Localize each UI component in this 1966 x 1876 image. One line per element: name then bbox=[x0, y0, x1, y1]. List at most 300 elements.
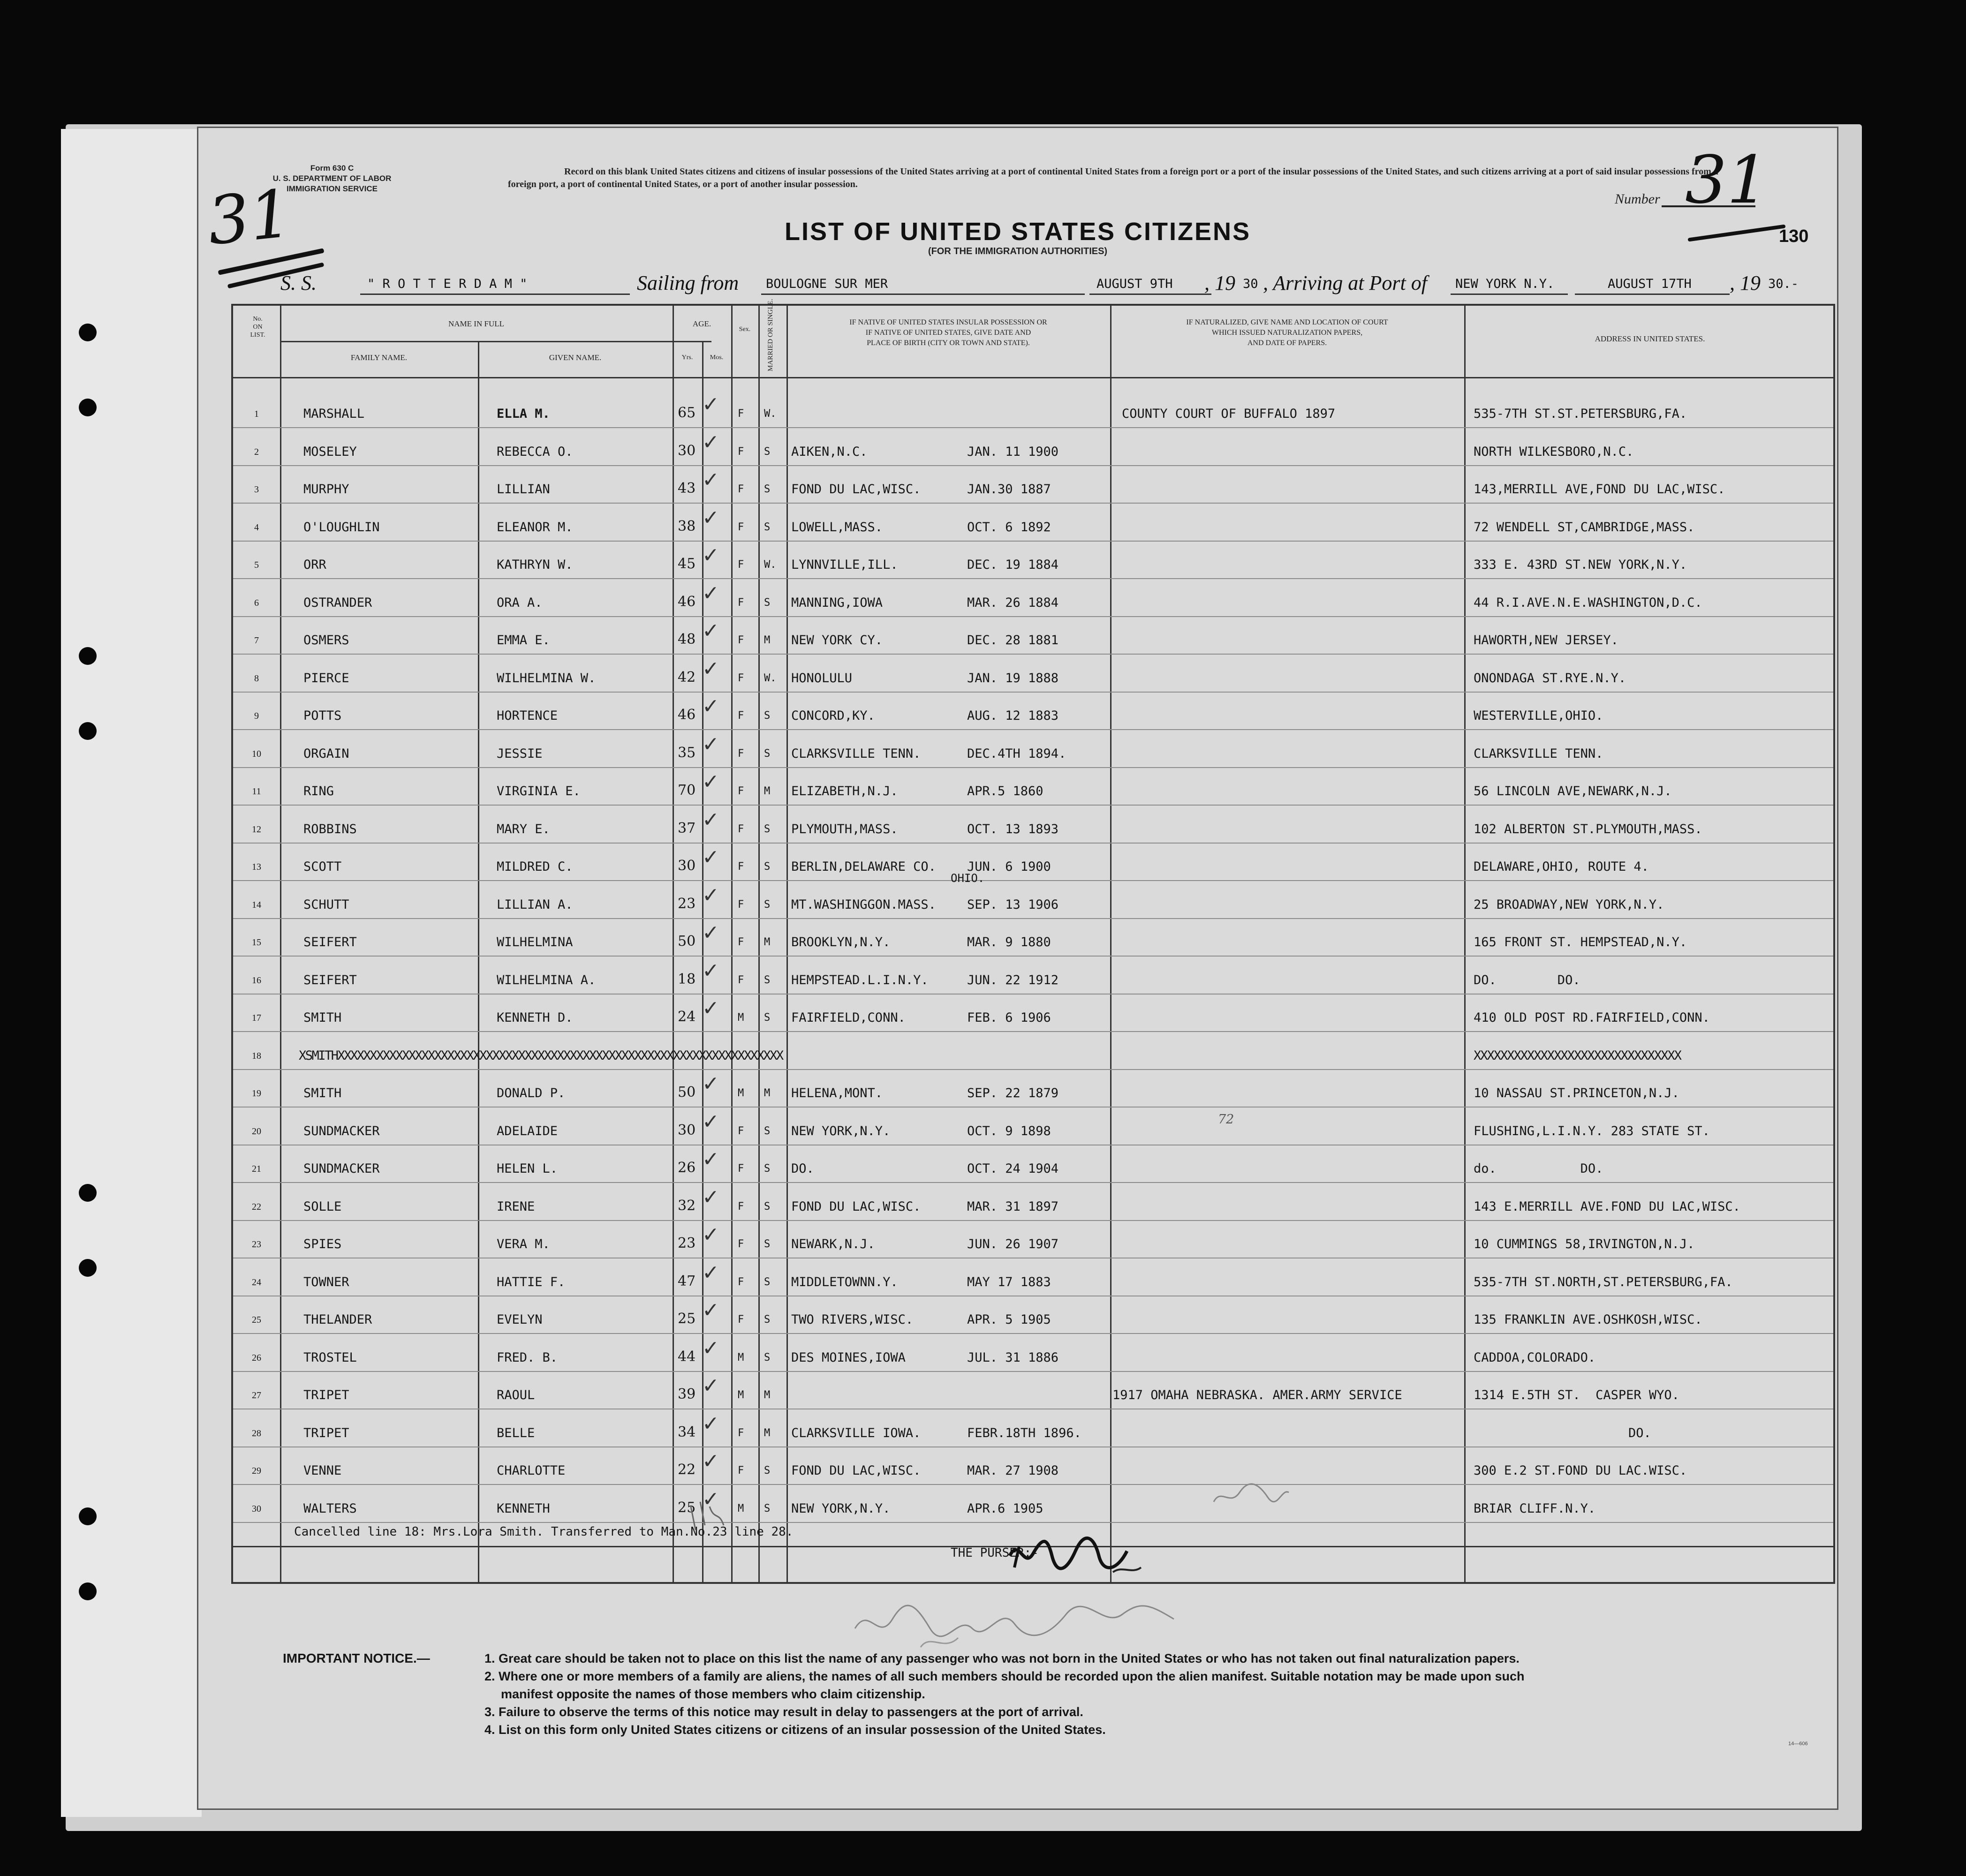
sailing-year-prefix: , 19 bbox=[1204, 271, 1235, 294]
row-number: 4 bbox=[254, 522, 259, 533]
binding-hole bbox=[79, 324, 97, 341]
sex: F bbox=[738, 785, 744, 797]
birthplace: FOND DU LAC,WISC. bbox=[791, 482, 921, 497]
age-years: 42 bbox=[678, 669, 696, 686]
age-years: 34 bbox=[678, 1424, 696, 1440]
address: 300 E.2 ST.FOND DU LAC.WISC. bbox=[1474, 1463, 1687, 1478]
check-mark-icon: ✓ bbox=[702, 1147, 719, 1171]
given-name: WILHELMINA W. bbox=[497, 671, 596, 686]
check-mark-icon: ✓ bbox=[702, 392, 719, 416]
birthplace: HONOLULU bbox=[791, 671, 853, 686]
sex: F bbox=[738, 898, 744, 911]
column-rule bbox=[280, 306, 281, 1582]
row-number: 14 bbox=[252, 899, 261, 910]
notice-item-3: 3. Failure to observe the terms of this notice may result in delay to passengers at the port of arrival. bbox=[484, 1705, 1083, 1719]
age-years: 48 bbox=[678, 631, 696, 648]
arrival-year: 30.- bbox=[1768, 277, 1799, 291]
arrival-port: NEW YORK N.Y. bbox=[1455, 277, 1555, 291]
marital-status: S bbox=[764, 1314, 771, 1326]
check-mark-icon: ✓ bbox=[702, 883, 719, 907]
address: 1314 E.5TH ST. CASPER WYO. bbox=[1474, 1388, 1679, 1402]
arrival-port-underline bbox=[1451, 294, 1568, 295]
sex: F bbox=[738, 596, 744, 609]
given-name: HORTENCE bbox=[497, 708, 558, 723]
address: 10 NASSAU ST.PRINCETON,N.J. bbox=[1474, 1086, 1679, 1100]
age-years: 30 bbox=[678, 1122, 696, 1138]
check-mark-icon: ✓ bbox=[702, 732, 719, 756]
sex: F bbox=[738, 1276, 744, 1288]
family-name: MURPHY bbox=[303, 482, 349, 497]
check-mark-icon: ✓ bbox=[702, 581, 719, 605]
sailing-date-underline bbox=[1089, 294, 1211, 295]
header-married-or-single: MARRIED OR SINGLE. bbox=[767, 299, 774, 371]
cancelled-line-marks: XSMITHXXXXXXXXXXXXXXXXXXXXXXXXXXXXXXXXXXXXXXXXXXXXXXXXXXXXXXXXXXXXXXXXXXXXX bbox=[299, 1048, 783, 1063]
age-years: 50 bbox=[678, 933, 696, 949]
family-name: SEIFERT bbox=[303, 972, 357, 987]
arrival-date-underline bbox=[1575, 294, 1730, 295]
marital-status: S bbox=[764, 823, 771, 835]
row-rule bbox=[233, 1182, 1833, 1183]
marital-status: W. bbox=[764, 408, 777, 420]
birthdate: JAN. 19 1888 bbox=[967, 671, 1059, 686]
age-years: 70 bbox=[678, 782, 696, 799]
check-mark-icon: ✓ bbox=[702, 1374, 719, 1398]
row-number: 18 bbox=[252, 1050, 261, 1061]
cancelled-address-marks: XXXXXXXXXXXXXXXXXXXXXXXXXXXXXXX bbox=[1474, 1048, 1681, 1063]
check-mark-icon: ✓ bbox=[702, 694, 719, 718]
birthdate: JAN. 11 1900 bbox=[967, 444, 1059, 459]
family-name: PIERCE bbox=[303, 671, 349, 686]
age-years: 26 bbox=[678, 1160, 696, 1176]
sex: F bbox=[738, 1465, 744, 1477]
sex: F bbox=[738, 1125, 744, 1137]
header-name-in-full: NAME IN FULL bbox=[448, 319, 504, 328]
birthplace: NEW YORK,N.Y. bbox=[791, 1123, 891, 1138]
voyage-line bbox=[280, 271, 1828, 299]
sex: F bbox=[738, 1427, 744, 1439]
header-no-on-list: No. ON LIST. bbox=[250, 316, 265, 339]
given-name: VERA M. bbox=[497, 1237, 550, 1251]
row-rule bbox=[233, 843, 1833, 844]
address: NORTH WILKESBORO,N.C. bbox=[1474, 444, 1634, 459]
notice-label: IMPORTANT NOTICE.— bbox=[283, 1651, 430, 1665]
given-name: KATHRYN W. bbox=[497, 558, 573, 572]
marital-status: M bbox=[764, 1087, 771, 1099]
arrival-year-prefix: , 19 bbox=[1730, 271, 1761, 294]
check-mark-icon: ✓ bbox=[702, 430, 719, 454]
header-given-name: GIVEN NAME. bbox=[549, 353, 602, 362]
check-mark-icon: ✓ bbox=[702, 1487, 719, 1511]
given-name: ELEANOR M. bbox=[497, 520, 573, 535]
ship-name: " R O T T E R D A M " bbox=[367, 277, 528, 291]
birthplace: LOWELL,MASS. bbox=[791, 520, 883, 535]
family-name: MARSHALL bbox=[303, 407, 365, 421]
given-name: REBECCA O. bbox=[497, 444, 573, 459]
row-rule bbox=[233, 1371, 1833, 1372]
given-name: JESSIE bbox=[497, 746, 543, 761]
family-name: OSTRANDER bbox=[303, 595, 372, 610]
given-name: EMMA E. bbox=[497, 633, 550, 648]
birthdate: FEB. 6 1906 bbox=[967, 1010, 1051, 1025]
birthplace: NEW YORK CY. bbox=[791, 633, 883, 648]
birthplace: MIDDLETOWNN.Y. bbox=[791, 1274, 898, 1289]
address: 333 E. 43RD ST.NEW YORK,N.Y. bbox=[1474, 558, 1687, 572]
header-address: ADDRESS IN UNITED STATES. bbox=[1595, 334, 1705, 343]
row-rule bbox=[233, 1069, 1833, 1070]
given-name: WILHELMINA bbox=[497, 935, 573, 949]
birthdate: OCT. 6 1892 bbox=[967, 520, 1051, 535]
row-number: 21 bbox=[252, 1164, 261, 1174]
birthplace: CLARKSVILLE IOWA. bbox=[791, 1425, 921, 1440]
family-name: SUNDMACKER bbox=[303, 1161, 380, 1176]
age-years: 44 bbox=[678, 1348, 696, 1365]
family-name: ROBBINS bbox=[303, 821, 357, 836]
birthdate: DEC. 28 1881 bbox=[967, 633, 1059, 648]
age-years: 39 bbox=[678, 1386, 696, 1402]
age-years: 50 bbox=[678, 1084, 696, 1100]
check-mark-icon: ✓ bbox=[702, 807, 719, 832]
binding-hole bbox=[79, 1184, 97, 1202]
address: FLUSHING,L.I.N.Y. 283 STATE ST. bbox=[1474, 1123, 1710, 1138]
row-rule bbox=[233, 578, 1833, 579]
check-mark-icon: ✓ bbox=[702, 1449, 719, 1473]
given-name: HATTIE F. bbox=[497, 1274, 566, 1289]
sex: F bbox=[738, 974, 744, 986]
family-name: O'LOUGHLIN bbox=[303, 520, 380, 535]
check-mark-icon: ✓ bbox=[702, 996, 719, 1020]
given-name: DONALD P. bbox=[497, 1086, 566, 1100]
row-rule bbox=[233, 1522, 1833, 1523]
sex: F bbox=[738, 1163, 744, 1175]
age-years: 25 bbox=[678, 1499, 696, 1516]
family-name: RING bbox=[303, 784, 334, 799]
sex: F bbox=[738, 483, 744, 495]
marital-status: S bbox=[764, 1125, 771, 1137]
family-name: TOWNER bbox=[303, 1274, 349, 1289]
birthplace: CONCORD,KY. bbox=[791, 708, 875, 723]
sailing-port-underline bbox=[761, 294, 1085, 295]
marital-status: M bbox=[764, 1427, 771, 1439]
notice-item-4: 4. List on this form only United States citizens or citizens of an insular possession of the United States. bbox=[484, 1723, 1106, 1737]
given-name: FRED. B. bbox=[497, 1350, 558, 1365]
check-mark-icon: ✓ bbox=[702, 505, 719, 530]
row-number: 19 bbox=[252, 1088, 261, 1099]
binding-hole bbox=[79, 399, 97, 416]
row-number: 6 bbox=[254, 597, 259, 608]
family-name: SPIES bbox=[303, 1237, 342, 1251]
naturalization-details: 1917 OMAHA NEBRASKA. AMER.ARMY SERVICE bbox=[1112, 1388, 1402, 1402]
sex: F bbox=[738, 408, 744, 420]
address: 25 BROADWAY,NEW YORK,N.Y. bbox=[1474, 897, 1664, 912]
birthplace: MANNING,IOWA bbox=[791, 595, 883, 610]
age-years: 43 bbox=[678, 480, 696, 497]
address: 165 FRONT ST. HEMPSTEAD,N.Y. bbox=[1474, 935, 1687, 949]
family-name: VENNE bbox=[303, 1463, 342, 1478]
marital-status: M bbox=[764, 634, 771, 646]
sex: F bbox=[738, 710, 744, 722]
address: 143,MERRILL AVE,FOND DU LAC,WISC. bbox=[1474, 482, 1725, 497]
binding-hole bbox=[79, 1582, 97, 1600]
given-name: MARY E. bbox=[497, 821, 550, 836]
header-yrs: Yrs. bbox=[681, 354, 693, 361]
family-name: POTTS bbox=[303, 708, 342, 723]
header-birth: IF NATIVE OF UNITED STATES INSULAR POSSESSION OR IF NATIVE OF UNITED STATES, GIVE DATE AND PLACE OF BIRTH (CITY OR TOWN AND STATE). bbox=[849, 318, 1047, 347]
check-mark-icon: ✓ bbox=[702, 770, 719, 794]
birthdate: JUN. 26 1907 bbox=[967, 1237, 1059, 1251]
row-number: 29 bbox=[252, 1466, 261, 1476]
pencil-note-72: 72 bbox=[1218, 1112, 1234, 1127]
binding-strip bbox=[61, 129, 202, 1817]
binding-hole bbox=[79, 722, 97, 740]
family-name: SMITH bbox=[303, 1086, 342, 1100]
given-name: RAOUL bbox=[497, 1388, 535, 1402]
marital-status: S bbox=[764, 1276, 771, 1288]
birthdate: JUN. 22 1912 bbox=[967, 972, 1059, 987]
row-number: 12 bbox=[252, 824, 261, 835]
sex: F bbox=[738, 672, 744, 684]
birthplace: ELIZABETH,N.J. bbox=[791, 784, 898, 799]
row-number: 24 bbox=[252, 1277, 261, 1288]
row-rule bbox=[233, 541, 1833, 542]
age-years: 37 bbox=[678, 820, 696, 836]
address: CLARKSVILLE TENN. bbox=[1474, 746, 1603, 761]
family-name: MOSELEY bbox=[303, 444, 357, 459]
address: 56 LINCOLN AVE,NEWARK,N.J. bbox=[1474, 784, 1672, 799]
check-mark-icon: ✓ bbox=[702, 1411, 719, 1436]
sex: F bbox=[738, 1314, 744, 1326]
row-number: 8 bbox=[254, 673, 259, 684]
family-name: SEIFERT bbox=[303, 935, 357, 949]
given-name: ELLA M. bbox=[497, 407, 550, 421]
pencil-annotation bbox=[850, 1586, 1179, 1657]
sex: F bbox=[738, 747, 744, 760]
address: 102 ALBERTON ST.PLYMOUTH,MASS. bbox=[1474, 821, 1702, 836]
birthdate: MAR. 27 1908 bbox=[967, 1463, 1059, 1478]
given-name: KENNETH D. bbox=[497, 1010, 573, 1025]
marital-status: S bbox=[764, 898, 771, 911]
row-rule bbox=[233, 729, 1833, 730]
row-number: 28 bbox=[252, 1428, 261, 1439]
row-rule bbox=[233, 503, 1833, 504]
given-name: EVELYN bbox=[497, 1312, 543, 1327]
marital-status: S bbox=[764, 1163, 771, 1175]
cancelled-line-note: Cancelled line 18: Mrs.Lora Smith. Transferred to Man.No.23 line 28. bbox=[294, 1525, 794, 1539]
check-mark-icon: ✓ bbox=[702, 1223, 719, 1247]
list-subtitle: (FOR THE IMMIGRATION AUTHORITIES) bbox=[928, 246, 1108, 256]
address: 72 WENDELL ST,CAMBRIDGE,MASS. bbox=[1474, 520, 1695, 535]
family-name: TRIPET bbox=[303, 1388, 349, 1402]
birthplace: BROOKLYN,N.Y. bbox=[791, 935, 891, 949]
birthdate: SEP. 13 1906 bbox=[967, 897, 1059, 912]
row-number: 1 bbox=[254, 409, 259, 419]
marital-status: S bbox=[764, 483, 771, 495]
form-instructions: Record on this blank United States citizens and citizens of insular possessions of the United States arriving at a port of continental United States from a foreign port or a port of the insular possessions of the United States, and such citizens arriving at a port of said insular possessions from a foreign port, a port of continental United States, or a port of another insular possession. bbox=[508, 166, 1718, 189]
address: DELAWARE,OHIO, ROUTE 4. bbox=[1474, 859, 1649, 874]
birthplace: NEWARK,N.J. bbox=[791, 1237, 875, 1251]
marital-status: S bbox=[764, 1238, 771, 1250]
purser-label: THE PURSER:- bbox=[951, 1546, 1039, 1560]
family-name: SMITH bbox=[303, 1010, 342, 1025]
birthplace: HEMPSTEAD.L.I.N.Y. bbox=[791, 972, 929, 987]
binding-hole bbox=[79, 1507, 97, 1525]
header-sex: Sex. bbox=[739, 326, 751, 333]
birthdate: MAR. 26 1884 bbox=[967, 595, 1059, 610]
address: DO. DO. bbox=[1474, 972, 1580, 987]
row-rule bbox=[233, 465, 1833, 466]
given-name: ORA A. bbox=[497, 595, 543, 610]
age-years: 30 bbox=[678, 858, 696, 874]
given-name: IRENE bbox=[497, 1199, 535, 1214]
check-mark-icon: ✓ bbox=[702, 1298, 719, 1322]
birthplace: BERLIN,DELAWARE CO. bbox=[791, 859, 936, 874]
check-mark-icon: ✓ bbox=[702, 619, 719, 643]
sex: F bbox=[738, 559, 744, 571]
marital-status: S bbox=[764, 445, 771, 458]
marital-status: M bbox=[764, 1389, 771, 1401]
given-name: ADELAIDE bbox=[497, 1123, 558, 1138]
list-title: LIST OF UNITED STATES CITIZENS bbox=[785, 218, 1251, 246]
birthdate: OCT. 24 1904 bbox=[967, 1161, 1059, 1176]
sex: M bbox=[738, 1351, 744, 1364]
sex: F bbox=[738, 936, 744, 948]
row-rule bbox=[233, 1031, 1833, 1032]
header-naturalized: IF NATURALIZED, GIVE NAME AND LOCATION OF COURT WHICH ISSUED NATURALIZATION PAPERS, AND DATE OF PAPERS. bbox=[1186, 318, 1388, 347]
address: 135 FRANKLIN AVE.OSHKOSH,WISC. bbox=[1474, 1312, 1702, 1327]
birthdate: APR. 5 1905 bbox=[967, 1312, 1051, 1327]
marital-status: W. bbox=[764, 559, 777, 571]
arriving-label: , Arriving at Port of bbox=[1263, 271, 1427, 294]
birthplace: DO. bbox=[791, 1161, 814, 1176]
sex: F bbox=[738, 823, 744, 835]
birthplace: MT.WASHINGGON.MASS. bbox=[791, 897, 936, 912]
age-years: 30 bbox=[678, 442, 696, 459]
row-number: 5 bbox=[254, 560, 259, 570]
age-years: 25 bbox=[678, 1311, 696, 1327]
birthdate: SEP. 22 1879 bbox=[967, 1086, 1059, 1100]
birthdate: MAY 17 1883 bbox=[967, 1274, 1051, 1289]
header-mos: Mos. bbox=[710, 354, 724, 361]
age-years: 18 bbox=[678, 971, 696, 987]
row-number: 30 bbox=[252, 1503, 261, 1514]
column-rule bbox=[1110, 306, 1112, 1582]
row-number: 13 bbox=[252, 862, 261, 872]
family-name: SCHUTT bbox=[303, 897, 349, 912]
header-rule bbox=[280, 341, 711, 342]
handwritten-list-number: 31 bbox=[204, 175, 295, 260]
birthplace: FAIRFIELD,CONN. bbox=[791, 1010, 906, 1025]
binding-hole bbox=[79, 647, 97, 665]
address: do. DO. bbox=[1474, 1161, 1603, 1176]
row-rule bbox=[233, 1107, 1833, 1108]
age-years: 32 bbox=[678, 1197, 696, 1214]
row-number: 7 bbox=[254, 635, 259, 646]
sailing-label: Sailing from bbox=[637, 271, 739, 294]
sex: F bbox=[738, 861, 744, 873]
naturalization-details: COUNTY COURT OF BUFFALO 1897 bbox=[1122, 407, 1336, 421]
row-number: 9 bbox=[254, 711, 259, 721]
sex: M bbox=[738, 1087, 744, 1099]
check-mark-icon: ✓ bbox=[702, 656, 719, 681]
address: 10 CUMMINGS 58,IRVINGTON,N.J. bbox=[1474, 1237, 1695, 1251]
row-number: 3 bbox=[254, 484, 259, 495]
birthdate: JUL. 31 1886 bbox=[967, 1350, 1059, 1365]
row-number: 26 bbox=[252, 1352, 261, 1363]
birthdate: DEC. 19 1884 bbox=[967, 558, 1059, 572]
arrival-date: AUGUST 17TH bbox=[1608, 277, 1692, 291]
family-name: WALTERS bbox=[303, 1501, 357, 1516]
marital-status: S bbox=[764, 747, 771, 760]
marital-status: S bbox=[764, 974, 771, 986]
birthplace: AIKEN,N.C. bbox=[791, 444, 868, 459]
birthplace: PLYMOUTH,MASS. bbox=[791, 821, 898, 836]
row-number: 22 bbox=[252, 1201, 261, 1212]
marital-status: S bbox=[764, 521, 771, 533]
address: CADDOA,COLORADO. bbox=[1474, 1350, 1596, 1365]
address: 535-7TH ST.NORTH,ST.PETERSBURG,FA. bbox=[1474, 1274, 1733, 1289]
given-name: WILHELMINA A. bbox=[497, 972, 596, 987]
age-years: 46 bbox=[678, 707, 696, 723]
birthdate: MAR. 9 1880 bbox=[967, 935, 1051, 949]
binding-hole bbox=[79, 1259, 97, 1277]
address: 410 OLD POST RD.FAIRFIELD,CONN. bbox=[1474, 1010, 1710, 1025]
check-mark-icon: ✓ bbox=[702, 958, 719, 983]
marital-status: W. bbox=[764, 672, 777, 684]
age-years: 65 bbox=[678, 405, 696, 421]
row-rule bbox=[233, 692, 1833, 693]
ship-label: S. S. bbox=[280, 271, 317, 294]
marital-status: S bbox=[764, 1200, 771, 1213]
sex: F bbox=[738, 1200, 744, 1213]
row-number: 2 bbox=[254, 446, 259, 457]
form-code: Form 630 C U. S. DEPARTMENT OF LABOR IMMIGRATION SERVICE bbox=[272, 164, 392, 193]
sailing-year: 30 bbox=[1243, 277, 1258, 291]
birthdate: APR.6 1905 bbox=[967, 1501, 1043, 1516]
row-rule bbox=[233, 805, 1833, 806]
birthdate: OCT. 9 1898 bbox=[967, 1123, 1051, 1138]
sailing-port: BOULOGNE SUR MER bbox=[766, 277, 888, 291]
marital-status: S bbox=[764, 710, 771, 722]
birthplace: HELENA,MONT. bbox=[791, 1086, 883, 1100]
row-number: 15 bbox=[252, 937, 261, 948]
manifest-table bbox=[231, 299, 1835, 1584]
family-name: ORGAIN bbox=[303, 746, 349, 761]
row-number: 27 bbox=[252, 1390, 261, 1401]
address: DO. bbox=[1628, 1425, 1651, 1440]
birthdate: AUG. 12 1883 bbox=[967, 708, 1059, 723]
birthdate: APR.5 1860 bbox=[967, 784, 1043, 799]
check-mark-icon: ✓ bbox=[702, 543, 719, 567]
birthdate: DEC.4TH 1894. bbox=[967, 746, 1066, 761]
sex: M bbox=[738, 1502, 744, 1514]
ship-name-underline bbox=[360, 294, 630, 295]
age-years: 35 bbox=[678, 744, 696, 761]
age-years: 47 bbox=[678, 1273, 696, 1289]
given-name: BELLE bbox=[497, 1425, 535, 1440]
header-age: AGE. bbox=[692, 319, 711, 328]
family-name: SCOTT bbox=[303, 859, 342, 874]
row-number: 20 bbox=[252, 1126, 261, 1137]
birthdate: FEBR.18TH 1896. bbox=[967, 1425, 1081, 1440]
check-mark-icon: ✓ bbox=[702, 1185, 719, 1209]
birthplace: TWO RIVERS,WISC. bbox=[791, 1312, 914, 1327]
column-rule bbox=[758, 306, 760, 1582]
marital-status: S bbox=[764, 861, 771, 873]
marital-status: S bbox=[764, 1012, 771, 1024]
column-rule bbox=[786, 306, 788, 1582]
marital-status: M bbox=[764, 785, 771, 797]
row-rule bbox=[233, 654, 1833, 655]
row-number: 23 bbox=[252, 1239, 261, 1250]
